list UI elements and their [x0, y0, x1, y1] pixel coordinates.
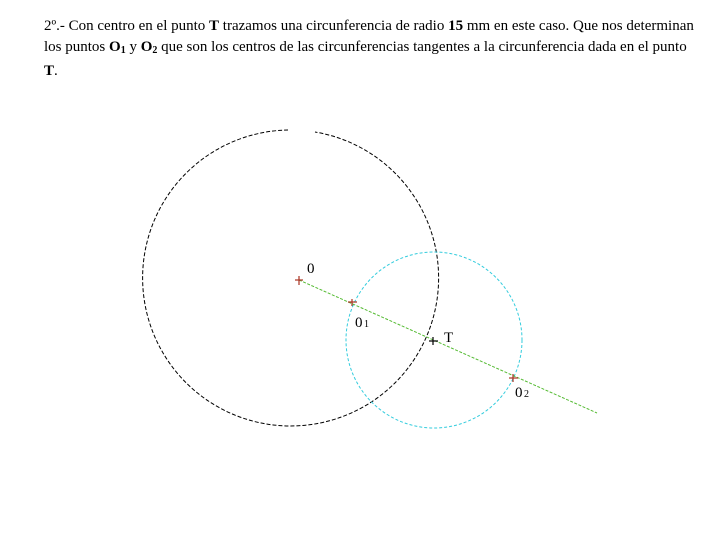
center-o-mark — [295, 276, 303, 285]
label-o1-subscript: 1 — [364, 319, 369, 330]
caption-text-3: mm en este caso. Que nos determinan los puntos — [44, 18, 694, 55]
caption-o2-letter: O — [140, 39, 153, 55]
given-circle — [143, 130, 439, 426]
label-o2: 0 — [515, 385, 523, 401]
center-line — [299, 280, 597, 413]
caption-radius: 15 — [448, 18, 464, 34]
label-o1: 0 — [355, 315, 363, 331]
tangent-point-t-mark — [429, 337, 438, 345]
label-o2-subscript: 2 — [524, 389, 529, 400]
caption-point-t: T — [209, 18, 220, 34]
caption-text-6: . — [54, 63, 58, 79]
label-o: 0 — [307, 261, 315, 277]
caption-o2-subscript: 2 — [152, 45, 158, 56]
caption-o1-letter: O — [109, 39, 121, 55]
center-o2-mark — [509, 374, 518, 382]
caption-text-2: trazamos una circunferencia de radio — [219, 18, 449, 34]
label-t: T — [444, 330, 454, 346]
caption-point-t-2: T — [44, 63, 55, 79]
caption-text-1: 2º.- Con centro en el punto — [44, 18, 210, 34]
caption-o1-subscript: 1 — [120, 45, 126, 56]
caption-text-4: y — [125, 39, 141, 55]
caption-text-5: que son los centros de las circunferencias tangentes a la circunferencia dada en el punto — [157, 39, 687, 55]
